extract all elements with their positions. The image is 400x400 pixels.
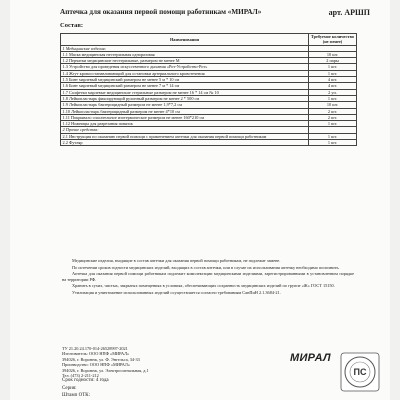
item-qty: 2 уп. xyxy=(309,89,357,95)
item-qty: 10 шт. xyxy=(309,102,357,108)
manufacturer-line: Тел. (473) 2-211-212 xyxy=(62,373,99,379)
item-qty: 1 шт. xyxy=(309,64,357,70)
item-name: 2.2 Футляр xyxy=(61,140,309,146)
composition-label: Состав: xyxy=(60,22,84,29)
item-name: 1.8 Лейкопластырь фиксирующий рулонный размером не менее 2 * 500 см xyxy=(61,95,309,101)
seal-letter: ПС xyxy=(353,367,367,377)
item-name: 1.10 Лейкопластырь бактерицидный размером не менее 4*10 см xyxy=(61,108,309,114)
item-qty: 1 шт. xyxy=(309,140,357,146)
item-name: 1.1 Маска медицинская нестерильная одноразовая xyxy=(61,51,309,57)
note-paragraph: Медицинские изделия, входящие в состав аптечки для оказания первой помощи работникам, не подлежат замене. xyxy=(72,258,281,263)
item-qty: 1 шт. xyxy=(309,121,357,127)
document-title xyxy=(60,8,390,17)
manufacturer-line: Производство: ООО НПФ «МИРАЛ» xyxy=(62,362,130,368)
item-name: 1.3 Устройство для проведения искусственного дыхания «Рот-Устройство-Рот» xyxy=(61,64,309,70)
logo-text: МИРАЛ xyxy=(290,352,331,364)
item-qty: 2 шт. xyxy=(309,108,357,114)
note-paragraph: Аптечка для оказания первой помощи работникам подлежит комплектации медицинскими изделиями, зарегистрированными в установленном порядке на территории РФ. xyxy=(62,271,354,282)
manufacturer-block xyxy=(62,346,262,378)
item-name: 1.6 Бинт марлевый медицинский размером не менее 7 м * 14 см xyxy=(61,83,309,89)
item-name: 1.7 Салфетки марлевые медицинские стерильные размером не менее 16 * 14 см № 10 xyxy=(61,89,309,95)
item-qty: 1 шт. xyxy=(309,70,357,76)
item-qty: 2 шт. xyxy=(309,114,357,120)
item-qty: 4 шт. xyxy=(309,77,357,83)
item-qty: 10 шт. xyxy=(309,51,357,57)
notes-block xyxy=(62,258,354,296)
document-sheet xyxy=(10,0,390,400)
table-row xyxy=(61,140,357,146)
item-name: 1.12 Ножницы для разрезания повязок xyxy=(61,121,309,127)
item-name: 1.4 Жгут кровоостанавливающий для остановки артериального кровотечения xyxy=(61,70,309,76)
item-qty: 2 пары xyxy=(309,58,357,64)
item-name: 1 Медицинские изделия: xyxy=(61,45,309,51)
header-name: Наименования xyxy=(61,34,309,46)
item-name: 2.1 Инструкция по оказанию первой помощи с применением аптечки для оказания первой помощи работникам xyxy=(61,133,309,139)
item-qty: 1 шт. xyxy=(309,133,357,139)
series-field: Серия: xyxy=(62,386,77,391)
item-name: 1.5 Бинт марлевый медицинский размером не менее 5 м * 10 см xyxy=(61,77,309,83)
header-qty: Требуемое количество (не менее) xyxy=(309,34,357,46)
miral-logo xyxy=(290,352,331,364)
title-text: Аптечка для оказания первой помощи работникам «МИРАЛ» xyxy=(60,8,262,16)
manufacturer-line: 394026, г. Воронеж, ул. Электросигнальная, д.1 xyxy=(62,367,149,373)
article-number: арт. АРШП xyxy=(328,8,370,17)
shelf-life: Срок годности: 4 года xyxy=(62,378,109,383)
certification-seal-icon xyxy=(340,352,380,392)
note-paragraph: По истечении сроков годности медицинских изделий, входящих в состав аптечки, или в случае их использования аптечку необходимо пополнить. xyxy=(72,264,340,270)
manufacturer-line: 394026, г. Воронеж, ул. Ф. Энгельса, 34-33 xyxy=(62,356,140,362)
manufacturer-line: ТУ 21.20.24.170-014-26528997-2021 xyxy=(62,346,128,351)
note-paragraph: Хранить в сухих, чистых, закрытых помещениях в условиях, обеспечивающих сохранность медицинских изделий по группе «Ж» ГОСТ 15150. xyxy=(72,283,335,289)
table-header-row xyxy=(61,34,357,46)
item-name: 1.11 Покрывало спасательное изотермическое размером не менее 160*210 см xyxy=(61,114,309,120)
kit-table xyxy=(60,33,357,146)
item-qty: 4 шт. xyxy=(309,83,357,89)
item-name: 2 Прочие средства: xyxy=(61,127,309,133)
manufacturer-line: Изготовитель: ООО НПФ «МИРАЛ» xyxy=(62,351,130,357)
item-name: 1.2 Перчатки медицинские нестерильные, размером не менее М xyxy=(61,58,309,64)
item-qty: 1 шт. xyxy=(309,95,357,101)
note-paragraph: Утилизация и уничтожение использованных изделий осуществляется согласно требованиям СанПиН 2.1.3684-21. xyxy=(72,289,281,295)
qc-stamp-field: Штамп ОТК: xyxy=(62,393,90,398)
table-body xyxy=(61,45,357,146)
item-name: 1.9 Лейкопластырь бактерицидный размером не менее 1,9*7,2 см xyxy=(61,102,309,108)
